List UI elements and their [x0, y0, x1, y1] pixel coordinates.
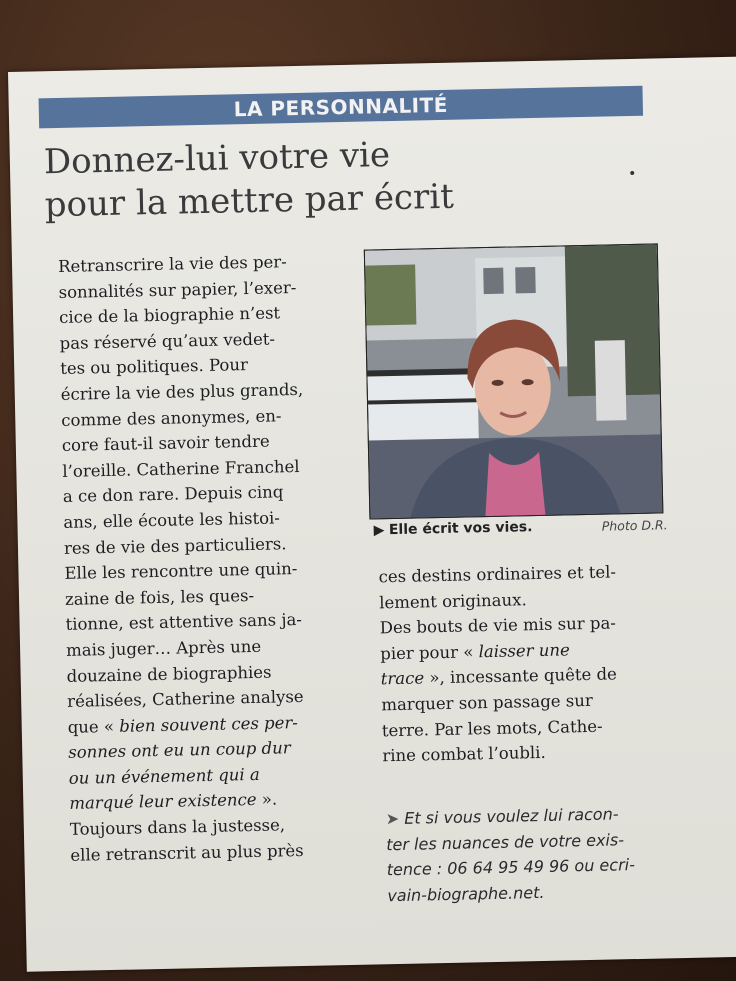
newspaper-clipping: [8, 57, 736, 972]
quote-tail: », incessante quête de: [423, 664, 618, 688]
caption-arrow-icon: ▶: [373, 522, 390, 539]
headline-line-2: pour la mettre par écrit: [44, 176, 455, 226]
info-line: tence : 06 64 95 49 96 ou ecri-: [386, 855, 636, 880]
text-line: zaine de fois, les ques-: [64, 585, 255, 609]
quote-text: marqué leur existence: [69, 790, 257, 814]
photo-credit: Photo D.R.: [601, 517, 668, 534]
article-column-right: [378, 558, 682, 769]
portrait-photo: [364, 243, 664, 519]
text-line: pas réservé qu’aux vedet-: [59, 329, 276, 353]
quote-text: ou un événement qui a: [68, 764, 260, 788]
portrait-illustration: [365, 244, 663, 518]
text-line: comme des anonymes, en-: [61, 405, 282, 430]
text-line: ces destins ordinaires et tel-: [378, 562, 617, 587]
text-line: a ce don rare. Depuis cinq: [62, 482, 284, 507]
text-line: tionne, est attentive sans ja-: [65, 610, 303, 635]
text-line: terre. Par les mots, Cathe-: [381, 716, 603, 740]
text-line: cice de la biographie n’est: [58, 303, 281, 328]
text-line: Elle les rencontre une quin-: [64, 559, 298, 584]
text-line: réalisées, Catherine analyse: [66, 687, 304, 711]
headline-line-1: Donnez-lui votre vie: [43, 135, 391, 183]
info-line: ter les nuances de votre exis-: [386, 829, 625, 854]
quote-lead: pier pour «: [380, 642, 479, 664]
arrow-right-icon: ➤: [385, 808, 405, 829]
text-line: Des bouts de vie mis sur pa-: [379, 613, 617, 638]
info-line: vain-biographe.net.: [387, 882, 545, 905]
text-line: lement originaux.: [378, 589, 527, 612]
quote-text: sonnes ont eu un coup dur: [68, 738, 291, 763]
text-line: Retranscrire la vie des per-: [57, 252, 287, 276]
info-text: Et si vous voulez lui racon-: [404, 804, 619, 828]
text-line: elle retranscrit au plus près: [70, 840, 304, 865]
article-column-left: [58, 248, 361, 868]
quote-text: laisser une: [478, 640, 571, 662]
quote-lead: que «: [67, 716, 120, 737]
text-line: core faut-il savoir tendre: [61, 431, 270, 456]
photo-caption: [374, 516, 674, 544]
text-line: rine combat l’oubli.: [382, 743, 546, 766]
caption-text: Elle écrit vos vies.: [388, 519, 533, 539]
text-line: res de vie des particuliers.: [63, 533, 287, 558]
text-line: douzaine de biographies: [66, 662, 272, 686]
section-banner: LA PERSONNALITÉ: [39, 86, 643, 129]
text-line: sonnalités sur papier, l’exer-: [58, 277, 297, 302]
text-line: tes ou politiques. Pour: [60, 355, 249, 379]
text-line: marquer son passage sur: [381, 690, 593, 715]
headline: [43, 128, 665, 227]
text-line: l’oreille. Catherine Franchel: [62, 456, 300, 481]
contact-info: [385, 800, 687, 908]
quote-text: trace: [380, 668, 425, 689]
ink-dot: [630, 171, 634, 175]
text-line: écrire la vie des plus grands,: [60, 379, 304, 404]
quote-text: bien souvent ces per-: [119, 712, 299, 736]
text-line: ans, elle écoute les histoi-: [63, 508, 281, 532]
text-line: mais juger… Après une: [65, 636, 262, 660]
text-line: Toujours dans la justesse,: [69, 815, 286, 839]
quote-tail: ».: [256, 789, 278, 810]
